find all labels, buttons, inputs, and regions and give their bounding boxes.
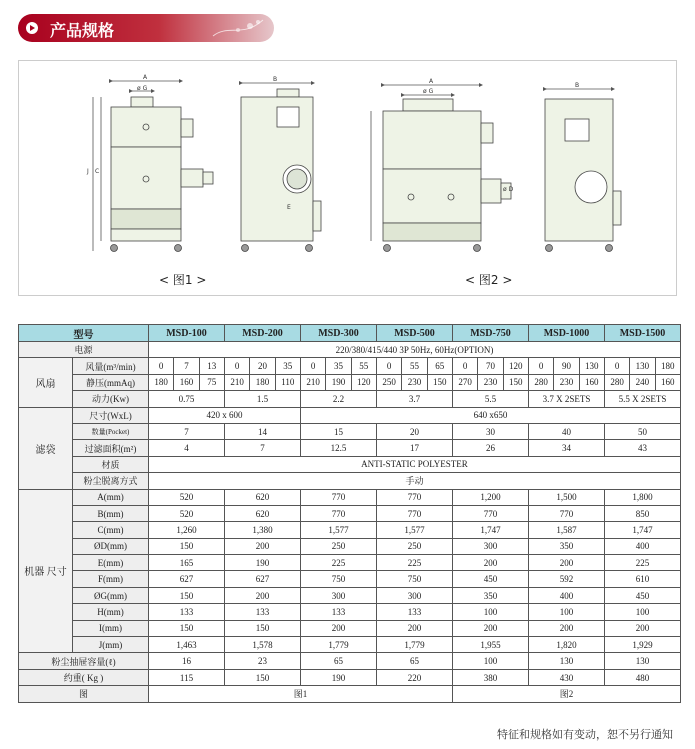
table-row xyxy=(19,423,681,439)
dimension-label: E(mm) xyxy=(73,555,149,571)
cell: 225 xyxy=(604,555,680,571)
cell: 520 xyxy=(149,505,225,521)
figure-ref-1: 图1 xyxy=(149,686,453,702)
cell: 50 xyxy=(604,423,680,439)
filter-size-label: 尺寸(WxL) xyxy=(73,407,149,423)
cell: 1,929 xyxy=(604,637,680,653)
cell: 5.5 xyxy=(453,391,529,407)
cell: 350 xyxy=(529,538,605,554)
cell: 35 xyxy=(326,358,351,374)
cell: 190 xyxy=(225,555,301,571)
cell: 1,577 xyxy=(377,522,453,538)
dim-label-b: B xyxy=(273,76,278,83)
cell: 480 xyxy=(604,669,680,685)
section-banner xyxy=(18,14,274,42)
cell: 100 xyxy=(529,604,605,620)
cell: 7 xyxy=(174,358,199,374)
cell: 190 xyxy=(326,374,351,390)
disclaimer-note: 特征和规格如有变动，恕不另行通知 xyxy=(497,728,673,741)
cell: 620 xyxy=(225,505,301,521)
cell: 7 xyxy=(149,423,225,439)
cell: 55 xyxy=(402,358,427,374)
weight-label: 约重( Kg ) xyxy=(19,669,149,685)
cell: 450 xyxy=(604,587,680,603)
cell: 300 xyxy=(453,538,529,554)
model-col: MSD-200 xyxy=(225,325,301,342)
cell: 100 xyxy=(453,604,529,620)
cell: 270 xyxy=(453,374,478,390)
cell: 225 xyxy=(301,555,377,571)
machine-drawings xyxy=(19,61,678,297)
cell: 240 xyxy=(630,374,655,390)
cell: 640 x650 xyxy=(301,407,681,423)
table-row xyxy=(19,505,681,521)
cell: 5.5 X 2SETS xyxy=(604,391,680,407)
cell: 200 xyxy=(604,620,680,636)
figure-2-front-view xyxy=(371,85,511,252)
cell: 350 xyxy=(453,587,529,603)
cell: 750 xyxy=(377,571,453,587)
cell: 12.5 xyxy=(301,440,377,456)
figure-ref-label: 图 xyxy=(19,686,149,702)
dim-label-g2: ø G xyxy=(423,88,434,95)
cell: 0 xyxy=(529,358,554,374)
cell: 150 xyxy=(503,374,528,390)
cell: 0 xyxy=(149,358,174,374)
cell: 250 xyxy=(301,538,377,554)
cell: 400 xyxy=(604,538,680,554)
diagram-panel xyxy=(18,60,677,296)
cell: 1,955 xyxy=(453,637,529,653)
cell: 1,820 xyxy=(529,637,605,653)
cell: 850 xyxy=(604,505,680,521)
dim-label-j: J xyxy=(87,168,89,175)
dimension-label: C(mm) xyxy=(73,522,149,538)
cell: 420 x 600 xyxy=(149,407,301,423)
arrow-bullet-icon xyxy=(26,22,38,34)
cell: 230 xyxy=(554,374,579,390)
cell: 15 xyxy=(301,423,377,439)
material-value: ANTI-STATIC POLYESTER xyxy=(149,456,681,472)
table-row xyxy=(19,653,681,669)
cell: 20 xyxy=(377,423,453,439)
model-col: MSD-1500 xyxy=(604,325,680,342)
dimension-label: A(mm) xyxy=(73,489,149,505)
figure-ref-2: 图2 xyxy=(453,686,681,702)
cell: 180 xyxy=(149,374,174,390)
table-row xyxy=(19,620,681,636)
cell: 23 xyxy=(225,653,301,669)
cell: 1.5 xyxy=(225,391,301,407)
cell: 100 xyxy=(453,653,529,669)
cell: 130 xyxy=(579,358,604,374)
cell: 1,587 xyxy=(529,522,605,538)
cell: 770 xyxy=(529,505,605,521)
model-col: MSD-750 xyxy=(453,325,529,342)
cell: 210 xyxy=(301,374,326,390)
cell: 620 xyxy=(225,489,301,505)
cell: 1,800 xyxy=(604,489,680,505)
cell: 200 xyxy=(301,620,377,636)
cell: 100 xyxy=(604,604,680,620)
dust-method-label: 粉尘脱离方式 xyxy=(73,473,149,489)
cell: 1,463 xyxy=(149,637,225,653)
motor-label: 动力(Kw) xyxy=(73,391,149,407)
cell: 627 xyxy=(149,571,225,587)
power-value: 220/380/415/440 3P 50Hz, 60Hz(OPTION) xyxy=(149,342,681,358)
dimensions-group-label: 机器 尺寸 xyxy=(19,489,73,653)
cell: 280 xyxy=(529,374,554,390)
cell: 3.7 xyxy=(377,391,453,407)
cell: 300 xyxy=(301,587,377,603)
table-row xyxy=(19,637,681,653)
cell: 200 xyxy=(453,555,529,571)
model-col: MSD-500 xyxy=(377,325,453,342)
figure-2-side-view xyxy=(545,89,621,252)
cell: 200 xyxy=(529,555,605,571)
cell: 160 xyxy=(655,374,680,390)
cell: 180 xyxy=(655,358,680,374)
table-header-row xyxy=(19,325,681,342)
model-col: MSD-1000 xyxy=(529,325,605,342)
cell: 380 xyxy=(453,669,529,685)
cell: 14 xyxy=(225,423,301,439)
model-header: 型号 xyxy=(19,325,149,342)
cell: 133 xyxy=(149,604,225,620)
cell: 90 xyxy=(554,358,579,374)
table-row xyxy=(19,473,681,489)
table-row xyxy=(19,407,681,423)
cell: 26 xyxy=(453,440,529,456)
cell: 210 xyxy=(225,374,250,390)
power-label: 电源 xyxy=(19,342,149,358)
cell: 40 xyxy=(529,423,605,439)
figure-1-caption: < 图1 > xyxy=(159,273,207,287)
cell: 160 xyxy=(174,374,199,390)
dimension-label: I(mm) xyxy=(73,620,149,636)
table-row xyxy=(19,342,681,358)
dim-label-b2: B xyxy=(575,82,580,89)
cell: 65 xyxy=(377,653,453,669)
cell: 130 xyxy=(604,653,680,669)
cell: 65 xyxy=(427,358,452,374)
cell: 230 xyxy=(402,374,427,390)
dim-label-c: C xyxy=(95,168,100,175)
cell: 0 xyxy=(377,358,402,374)
dim-label-a2: A xyxy=(429,78,434,85)
table-row xyxy=(19,571,681,587)
cell: 1,577 xyxy=(301,522,377,538)
cell: 115 xyxy=(149,669,225,685)
cell: 65 xyxy=(301,653,377,669)
cell: 130 xyxy=(529,653,605,669)
table-row xyxy=(19,686,681,702)
cell: 35 xyxy=(275,358,300,374)
fan-group-label: 风扇 xyxy=(19,358,73,407)
table-row xyxy=(19,538,681,554)
cell: 133 xyxy=(225,604,301,620)
dimension-label: ØD(mm) xyxy=(73,538,149,554)
cell: 34 xyxy=(529,440,605,456)
cell: 130 xyxy=(630,358,655,374)
table-row xyxy=(19,358,681,374)
cell: 1,380 xyxy=(225,522,301,538)
table-row xyxy=(19,440,681,456)
table-row xyxy=(19,587,681,603)
figure-1-side-view xyxy=(241,83,321,252)
table-row xyxy=(19,391,681,407)
cell: 300 xyxy=(377,587,453,603)
cell: 75 xyxy=(199,374,224,390)
dimension-label: J(mm) xyxy=(73,637,149,653)
cell: 110 xyxy=(275,374,300,390)
cell: 0 xyxy=(604,358,629,374)
cell: 770 xyxy=(377,505,453,521)
pockets-label: 数量(Pocket) xyxy=(73,423,149,439)
cell: 150 xyxy=(149,620,225,636)
table-row xyxy=(19,555,681,571)
cell: 120 xyxy=(351,374,376,390)
cell: 450 xyxy=(453,571,529,587)
cell: 4 xyxy=(149,440,225,456)
cell: 200 xyxy=(377,620,453,636)
cell: 190 xyxy=(301,669,377,685)
dim-label-e: E xyxy=(287,204,291,211)
cell: 150 xyxy=(225,669,301,685)
cell: 13 xyxy=(199,358,224,374)
cell: 43 xyxy=(604,440,680,456)
cell: 250 xyxy=(377,538,453,554)
cell: 165 xyxy=(149,555,225,571)
figure-1-front-view xyxy=(93,81,213,252)
cell: 1,260 xyxy=(149,522,225,538)
cell: 0.75 xyxy=(149,391,225,407)
section-title: 产品规格 xyxy=(50,21,115,40)
cell: 30 xyxy=(453,423,529,439)
dimension-label: H(mm) xyxy=(73,604,149,620)
model-col: MSD-100 xyxy=(149,325,225,342)
cell: 2.2 xyxy=(301,391,377,407)
cell: 430 xyxy=(529,669,605,685)
table-row xyxy=(19,489,681,505)
cell: 16 xyxy=(149,653,225,669)
dimension-label: F(mm) xyxy=(73,571,149,587)
dim-label-d: ø D xyxy=(503,186,514,193)
dimension-label: ØG(mm) xyxy=(73,587,149,603)
cell: 150 xyxy=(149,538,225,554)
cell: 770 xyxy=(453,505,529,521)
cell: 0 xyxy=(453,358,478,374)
table-row xyxy=(19,604,681,620)
spec-table xyxy=(18,324,681,703)
cell: 280 xyxy=(604,374,629,390)
capacity-label: 粉尘抽屉容量(ℓ) xyxy=(19,653,149,669)
table-row xyxy=(19,374,681,390)
cell: 220 xyxy=(377,669,453,685)
cell: 770 xyxy=(377,489,453,505)
cell: 150 xyxy=(427,374,452,390)
cell: 200 xyxy=(453,620,529,636)
cell: 180 xyxy=(250,374,275,390)
figure-2-caption: < 图2 > xyxy=(465,273,513,287)
cell: 17 xyxy=(377,440,453,456)
cell: 1,779 xyxy=(377,637,453,653)
cell: 750 xyxy=(301,571,377,587)
cell: 1,747 xyxy=(604,522,680,538)
cell: 200 xyxy=(225,587,301,603)
dimensions-section xyxy=(19,489,681,653)
cell: 160 xyxy=(579,374,604,390)
cell: 120 xyxy=(503,358,528,374)
cell: 0 xyxy=(225,358,250,374)
dim-label-a: A xyxy=(143,74,148,81)
filter-area-label: 过滤面积(m²) xyxy=(73,440,149,456)
cell: 200 xyxy=(225,538,301,554)
cell: 1,578 xyxy=(225,637,301,653)
static-pressure-label: 静压(mmAq) xyxy=(73,374,149,390)
cell: 400 xyxy=(529,587,605,603)
cell: 230 xyxy=(478,374,503,390)
table-row xyxy=(19,669,681,685)
table-row xyxy=(19,522,681,538)
dimension-label: B(mm) xyxy=(73,505,149,521)
dust-method-value: 手动 xyxy=(149,473,681,489)
cell: 150 xyxy=(225,620,301,636)
cell: 20 xyxy=(250,358,275,374)
cell: 770 xyxy=(301,489,377,505)
table-row xyxy=(19,456,681,472)
cell: 7 xyxy=(225,440,301,456)
cell: 1,747 xyxy=(453,522,529,538)
dim-label-g: ø G xyxy=(137,85,148,92)
cell: 133 xyxy=(301,604,377,620)
model-col: MSD-300 xyxy=(301,325,377,342)
cell: 520 xyxy=(149,489,225,505)
cell: 1,779 xyxy=(301,637,377,653)
cell: 150 xyxy=(149,587,225,603)
cell: 1,200 xyxy=(453,489,529,505)
cell: 610 xyxy=(604,571,680,587)
cell: 70 xyxy=(478,358,503,374)
cell: 1,500 xyxy=(529,489,605,505)
cell: 592 xyxy=(529,571,605,587)
cell: 133 xyxy=(377,604,453,620)
filter-group-label: 滤袋 xyxy=(19,407,73,489)
cell: 225 xyxy=(377,555,453,571)
cell: 200 xyxy=(529,620,605,636)
cell: 55 xyxy=(351,358,376,374)
cell: 770 xyxy=(301,505,377,521)
cell: 0 xyxy=(301,358,326,374)
floral-ornament-icon xyxy=(208,16,268,40)
cell: 250 xyxy=(377,374,402,390)
cell: 627 xyxy=(225,571,301,587)
airflow-label: 风量(m³/min) xyxy=(73,358,149,374)
material-label: 材质 xyxy=(73,456,149,472)
cell: 3.7 X 2SETS xyxy=(529,391,605,407)
